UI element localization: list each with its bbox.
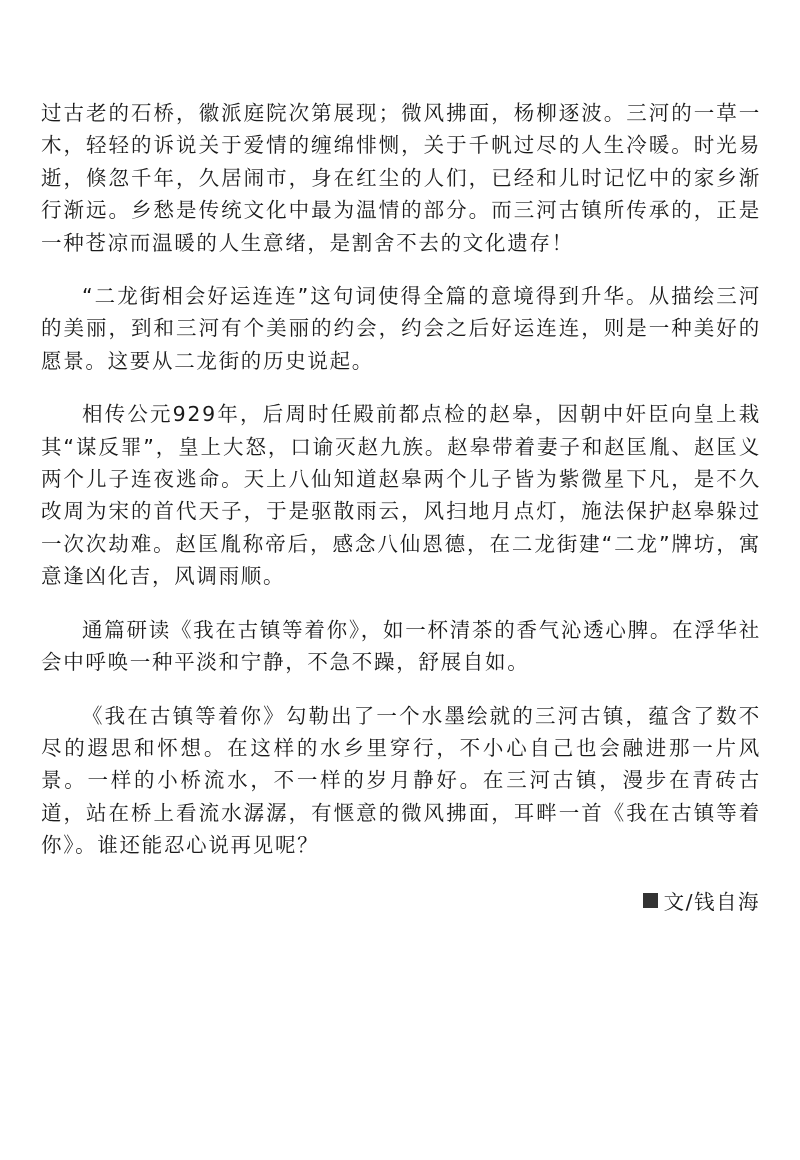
byline-text: 文/钱自海: [663, 890, 760, 914]
paragraph-5: 《我在古镇等着你》勾勒出了一个水墨绘就的三河古镇，蕴含了数不尽的遐思和怀想。在这样的水乡里穿行，不小心自己也会融进那一片风景。一样的小桥流水，不一样的岁月静好。在三河古镇，漫步在青砖古道，站在桥上看流水潺潺，有惬意的微风拂面，耳畔一首《我在古镇等着你》。谁还能忍心说再见呢？: [41, 703, 761, 858]
paragraph-1: 过古老的石桥，徽派庭院次第展现；微风拂面，杨柳逐波。三河的一草一木，轻轻的诉说关于爱情的缠绵悱恻，关于千帆过尽的人生冷暖。时光易逝，倏忽千年，久居闹市，身在红尘的人们，已经和儿时记忆中的家乡渐行渐远。乡愁是传统文化中最为温情的部分。而三河古镇所传承的，正是一种苍凉而温暖的人生意绪，是割舍不去的文化遗存！: [41, 101, 761, 255]
article-body: [41, 97, 761, 862]
paragraph-4: 通篇研读《我在古镇等着你》，如一杯清茶的香气沁透心脾。在浮华社会中呼唤一种平淡和宁静，不急不躁，舒展自如。: [41, 617, 761, 675]
author-byline: [643, 885, 760, 915]
paragraph-3: 相传公元929年，后周时任殿前都点检的赵皋，因朝中奸臣向皇上栽其“谋反罪”，皇上大怒，口谕灭赵九族。赵皋带着妻子和赵匡胤、赵匡义两个儿子连夜逃命。天上八仙知道赵皋两个儿子皆为紫微星下凡，是不久改周为宋的首代天子，于是驱散雨云，风扫地月点灯，施法保护赵皋躲过一次次劫难。赵匡胤称帝后，感念八仙恩德，在二龙街建“二龙”牌坊，寓意逢凶化吉，风调雨顺。: [41, 402, 761, 589]
square-icon: [643, 893, 658, 908]
paragraph-2: “二龙街相会好运连连”这句词使得全篇的意境得到升华。从描绘三河的美丽，到和三河有个美丽的约会，约会之后好运连连，则是一种美好的愿景。这要从二龙街的历史说起。: [41, 284, 761, 373]
